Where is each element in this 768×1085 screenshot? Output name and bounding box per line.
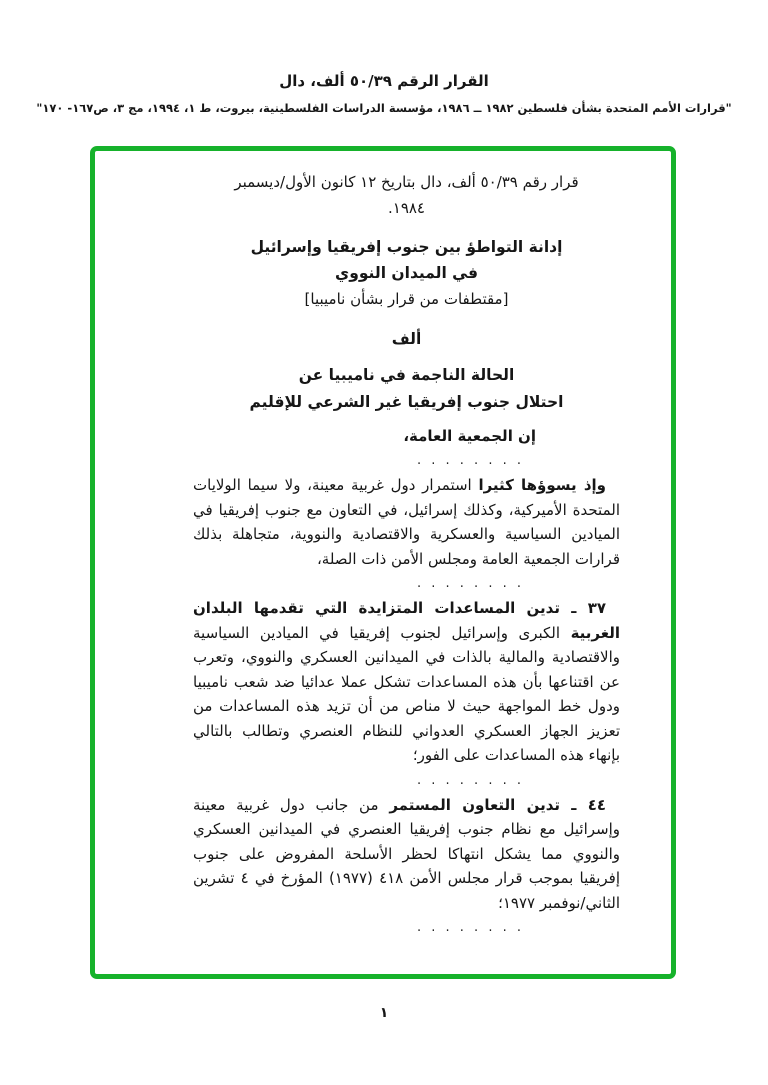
paragraph-37-lead: ٣٧ ـ تدين المساعدات المتزايدة التي تقدمها البلدان الغربية (193, 599, 620, 642)
page-number: ١ (379, 1005, 389, 1021)
paragraph-operative-44 (193, 793, 620, 916)
dotted-separator: . . . . . . . . (417, 576, 524, 591)
section-title-line-1: الحالة الناجمة في ناميبيا عن (298, 366, 515, 384)
section-title (193, 362, 620, 416)
paragraph-operative-37 (193, 596, 620, 768)
caption-line-2: ١٩٨٤. (387, 199, 425, 217)
paragraph-preamble-text: استمرار دول غربية معينة، ولا سيما الولايات المتحدة الأميركية، وكذلك إسرائيل، في التعاون مع جنوب إفريقيا في الميادين السياسية والعسكرية والاقتصادية والنووية، متجاهلة بذلك قرارات الجمعية العامة ومجلس الأمن ذات الصلة، (193, 476, 620, 568)
page-header (0, 72, 768, 115)
dotted-separator: . . . . . . . . (417, 920, 524, 935)
bracket-note: [مقتطفات من قرار بشأن ناميبيا] (304, 290, 509, 308)
dotted-separator: . . . . . . . . (417, 772, 524, 788)
caption-line-1: قرار رقم ٥٠/٣٩ ألف، دال بتاريخ ١٢ كانون الأول/ديسمبر (234, 173, 579, 191)
resolution-heading (193, 234, 620, 312)
section-letter: ألف (391, 330, 422, 348)
dotted-separator: . . . . . . . . (417, 453, 524, 468)
paragraph-preamble (193, 473, 620, 571)
paragraph-44-text: من جانب دول غربية معينة وإسرائيل مع نظام جنوب إفريقيا العنصري في الميدانين العسكري والنووي مما يشكل انتهاكا لحظر الأسلحة المفروض على جنوب إفريقيا بموجب قرار مجلس الأمن ٤١٨ (١٩٧٧) المؤرخ في ٤ تشرين الثاني/نوفمبر ١٩٧٧؛ (193, 795, 620, 912)
resolution-caption (193, 169, 620, 221)
section-title-line-2: احتلال جنوب إفريقيا غير الشرعي للإقليم (249, 393, 564, 411)
paragraph-44-lead: ٤٤ ـ تدين التعاون المستمر (389, 795, 606, 814)
resolution-frame (90, 146, 676, 979)
heading-line-1: إدانة التواطؤ بين جنوب إفريقيا وإسرائيل (250, 238, 563, 256)
paragraph-37-text: الكبرى وإسرائيل لجنوب إفريقيا في الميادين السياسية والاقتصادية والمالية بالذات في الميدانين العسكري والنووي، وتعرب عن اقتناعها بأن هذه المساعدات تشكل عملا عدائيا ضد شعب ناميبيا ودول خط المواجهة حيث لا مناص من أن تزيد هذه المساعدات من تعزيز الجهاز العسكري العدواني للنظام العنصري وتطالب بالتالي بإنهاء هذه المساعدات على الفور؛ (193, 623, 620, 764)
source-citation: "قرارات الأمم المتحدة بشأن فلسطين ١٩٨٢ ــ ١٩٨٦، مؤسسة الدراسات الفلسطينية، بيروت، ط ١، ١٩٩٤، مج ٣، ص١٦٧- ١٧٠" (36, 101, 732, 115)
paragraph-preamble-lead: وإذ يسوؤها كثيرا (478, 476, 606, 494)
heading-line-2: في الميدان النووي (335, 264, 478, 282)
resolution-number-title: القرار الرقم ٥٠/٣٩ ألف، دال (279, 72, 489, 90)
opening-line: إن الجمعية العامة، (403, 427, 536, 445)
